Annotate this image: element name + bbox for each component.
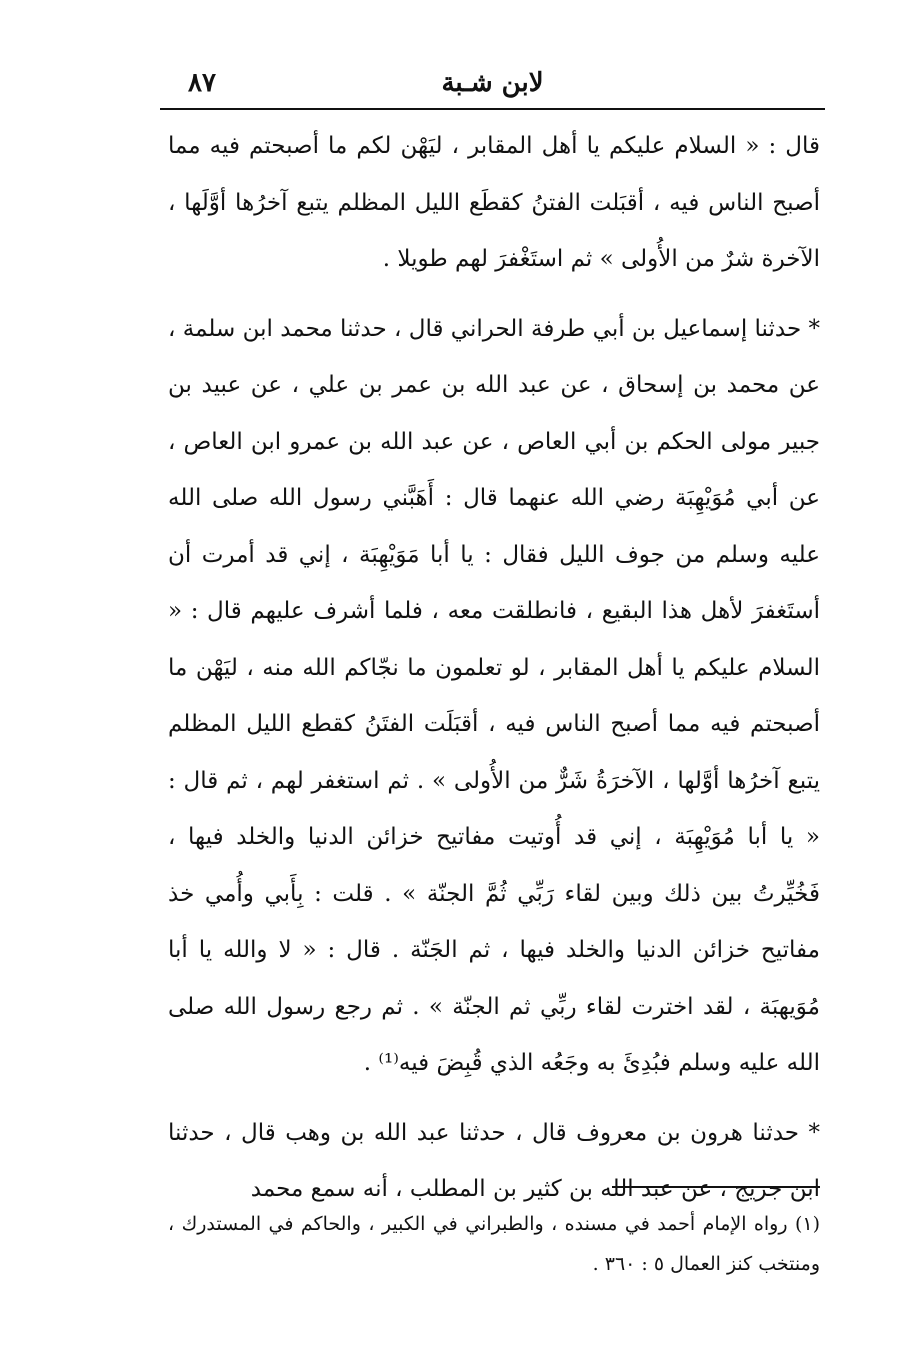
running-title: لابن شـبة bbox=[441, 68, 544, 98]
header-rule bbox=[160, 108, 825, 110]
footnote bbox=[168, 1204, 820, 1284]
paragraph-3: * حدثنا هرون بن معروف قال ، حدثنا عبد الله بن وهب قال ، حدثنا ابن جريج ، عن عبد الله بن كثير بن المطلب ، أنه سمع محمد bbox=[168, 1119, 820, 1202]
footnote-rule bbox=[612, 1186, 820, 1188]
body-text bbox=[168, 118, 820, 1218]
paragraph-2: * حدثنا إسماعيل بن أبي طرفة الحراني قال ، حدثنا محمد ابن سلمة ، عن محمد بن إسحاق ، عن عبد الله بن عمر بن علي ، عن عبيد بن جبير مولى الحكم بن أبي العاص ، عن عبد الله بن عمرو ابن العاص ، عن أبي مُوَيْهِبَة رضي الله عنهما قال : أَهَبَّني رسول الله صلى الله عليه وسلم من جوف الليل فقال : يا أبا مَوَيْهِبَة ، إني قد أمرت أن أستَغفرَ لأهل هذا البقيع ، فانطلقت معه ، فلما أشرف عليهم قال : « السلام عليكم يا أهل المقابر ، لو تعلمون ما نجّاكم الله منه ، ليَهْن ما أصبحتم فيه مما أصبح الناس فيه ، أقبَلَت الفتَنُ كقطع الليل المظلم يتبع آخرُها أوَّلها ، الآخرَةُ شَرٌّ من الأُولى » . ثم استغفر لهم ، ثم قال : « يا أبا مُوَيْهِبَة ، إني قد أُوتيت مفاتيح خزائن الدنيا والخلد فيها ، فَخُيِّرتُ بين ذلك وبين لقاء رَبِّي ثُمَّ الجنّة » . قلت : بِأَبي وأُمي خذ مفاتيح خزائن الدنيا والخلد فيها ، ثم الجَنّة . قال : « لا والله يا أبا مُوَيهبَة ، لقد اخترت لقاء ربِّي ثم الجنّة » . ثم رجع رسول الله صلى الله عليه وسلم فبُدِئَ به وجَعُه الذي قُبِضَ فيه⁽¹⁾ . bbox=[168, 315, 820, 1076]
page-number: ٨٧ bbox=[188, 68, 216, 98]
paragraph-1: قال : « السلام عليكم يا أهل المقابر ، ليَهْن لكم ما أصبحتم فيه مما أصبح الناس فيه ، أقبَلت الفتنُ كقطَع الليل المظلم يتبع آخرُها أوَّلَها ، الآخرة شرٌ من الأُولى » ثم استَغْفرَ لهم طويلا . bbox=[168, 133, 820, 272]
page-header bbox=[160, 64, 825, 108]
footnote-text: (١) رواه الإمام أحمد في مسنده ، والطبراني في الكبير ، والحاكم في المستدرك ، ومنتخب كنز العمال ٥ : ٣٦٠ . bbox=[168, 1213, 820, 1275]
